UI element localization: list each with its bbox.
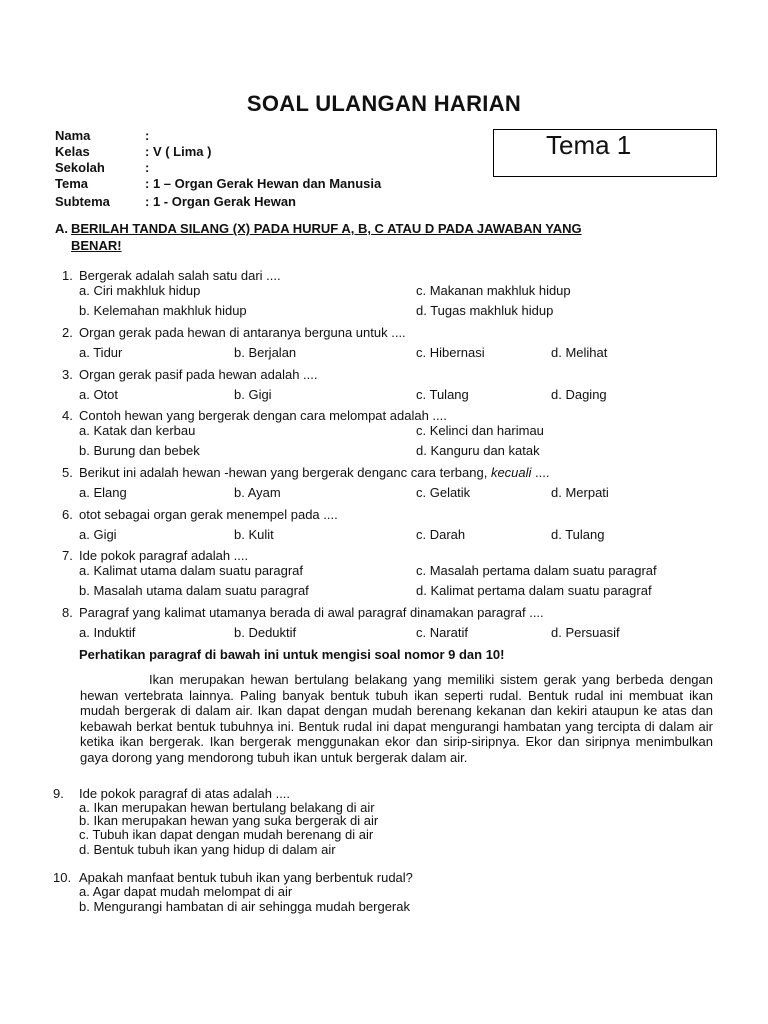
question-5-number: 5. [62,465,73,480]
info-label-tema: Tema [55,176,88,191]
question-4-text: Contoh hewan yang bergerak dengan cara melompat adalah .... [79,408,447,423]
info-label-sekolah: Sekolah [55,160,105,175]
question-5-text-main: Berikut ini adalah hewan -hewan yang bergerak denganc cara terbang, [79,465,491,480]
question-9-text: Ide pokok paragraf di atas adalah .... [79,786,291,801]
section-instruction-text-1: BERILAH TANDA SILANG (X) PADA HURUF A, B, C ATAU D PADA JAWABAN YANG [71,221,582,236]
info-label-subtema: Subtema [55,194,110,209]
question-9-option-a: a. Ikan merupakan hewan bertulang belakang di air [79,800,375,815]
tema-box [493,129,717,177]
question-4-option-a: a. Katak dan kerbau [79,423,196,438]
question-2-option-a: a. Tidur [79,345,123,360]
question-1-option-d: d. Tugas makhluk hidup [416,303,554,318]
question-4-option-c: c. Kelinci dan harimau [416,423,544,438]
question-5-option-b: b. Ayam [234,485,281,500]
question-9-option-d: d. Bentuk tubuh ikan yang hidup di dalam air [79,842,336,857]
question-5-option-a: a. Elang [79,485,127,500]
info-label-kelas: Kelas [55,144,90,159]
info-value-kelas: : V ( Lima ) [145,144,212,159]
question-8-option-b: b. Deduktif [234,625,297,640]
question-5-text-end: .... [531,465,550,480]
question-3-text: Organ gerak pasif pada hewan adalah .... [79,367,318,382]
reading-paragraph-text: Ikan merupakan hewan bertulang belakang yang memiliki sistem gerak yang berbeda dengan hewan vertebrata lainnya. Paling banyak bentuk tubuh ikan seperti rudal. Bentuk rudal ini membuat ikan mudah bergerak di dalam air. Ikan dapat dengan mudah berenang kekanan dan kekiri ataupun ke atas dan kebawah berkat bentuk tubuhnya ini. Bentuk rudal ini dapat mengurangi hambatan yang tercipta di dalam air ketika ikan bergerak. Ikan bergerak menggunakan ekor dan sirip-siripnya. Ekor dan siripnya menimbulkan gaya dorong yang mendorong tubuh ikan untuk bergerak dalam air. [80,672,713,765]
question-10-option-b: b. Mengurangi hambatan di air sehingga mudah bergerak [79,899,410,914]
question-10-option-a: a. Agar dapat mudah melompat di air [79,884,293,899]
question-3-option-b: b. Gigi [234,387,272,402]
question-4-number: 4. [62,408,73,423]
question-3-option-d: d. Daging [551,387,607,402]
question-3-option-c: c. Tulang [416,387,469,402]
section-instruction-line1 [71,221,582,236]
question-7-option-b: b. Masalah utama dalam suatu paragraf [79,583,309,598]
question-1-option-c: c. Makanan makhluk hidup [416,283,571,298]
question-7-option-d: d. Kalimat pertama dalam suatu paragraf [416,583,652,598]
question-2-option-c: c. Hibernasi [416,345,485,360]
question-5-option-d: d. Merpati [551,485,609,500]
question-4-option-b: b. Burung dan bebek [79,443,200,458]
section-instruction-text-2: BENAR! [71,238,122,253]
info-value-sekolah: : [145,160,150,175]
info-value-tema: : 1 – Organ Gerak Hewan dan Manusia [145,176,382,191]
question-8-number: 8. [62,605,73,620]
question-4-option-d: d. Kanguru dan katak [416,443,540,458]
question-6-option-a: a. Gigi [79,527,117,542]
question-8-text: Paragraf yang kalimat utamanya berada di awal paragraf dinamakan paragraf .... [79,605,544,620]
question-7-option-a: a. Kalimat utama dalam suatu paragraf [79,563,304,578]
question-1-text: Bergerak adalah salah satu dari .... [79,268,281,283]
question-7-text: Ide pokok paragraf adalah .... [79,548,249,563]
info-label-nama: Nama [55,128,91,143]
section-letter: A. [55,221,68,236]
question-5-text [79,465,549,480]
question-9-number: 9. [53,786,64,801]
question-1-option-b: b. Kelemahan makhluk hidup [79,303,247,318]
question-6-text: otot sebagai organ gerak menempel pada .... [79,507,338,522]
question-8-option-c: c. Naratif [416,625,469,640]
tema-box-label: Tema 1 [546,130,632,160]
question-5-text-emphasis: kecuali [490,465,532,480]
question-2-option-b: b. Berjalan [234,345,297,360]
question-9-option-b: b. Ikan merupakan hewan yang suka bergerak di air [79,813,379,828]
question-8-option-a: a. Induktif [79,625,136,640]
question-8-option-d: d. Persuasif [551,625,620,640]
page-title: SOAL ULANGAN HARIAN [246,91,522,116]
question-7-number: 7. [62,548,73,563]
question-6-option-c: c. Darah [416,527,466,542]
question-2-text: Organ gerak pada hewan di antaranya berguna untuk .... [79,325,406,340]
reading-paragraph [80,672,713,766]
question-2-number: 2. [62,325,73,340]
question-5-option-c: c. Gelatik [416,485,471,500]
question-10-text: Apakah manfaat bentuk tubuh ikan yang berbentuk rudal? [79,870,413,885]
question-7-option-c: c. Masalah pertama dalam suatu paragraf [416,563,657,578]
info-value-nama: : [145,128,150,143]
question-6-option-d: d. Tulang [551,527,605,542]
info-value-subtema: : 1 - Organ Gerak Hewan [145,194,296,209]
reading-instruction: Perhatikan paragraf di bawah ini untuk mengisi soal nomor 9 dan 10! [79,647,505,662]
question-3-option-a: a. Otot [79,387,119,402]
question-2-option-d: d. Melihat [551,345,608,360]
question-10-number: 10. [53,870,72,885]
section-instruction-line2 [71,238,122,253]
question-6-option-b: b. Kulit [234,527,274,542]
question-9-option-c: c. Tubuh ikan dapat dengan mudah berenang di air [79,827,374,842]
question-3-number: 3. [62,367,73,382]
question-1-option-a: a. Ciri makhluk hidup [79,283,201,298]
question-6-number: 6. [62,507,73,522]
question-1-number: 1. [62,268,73,283]
